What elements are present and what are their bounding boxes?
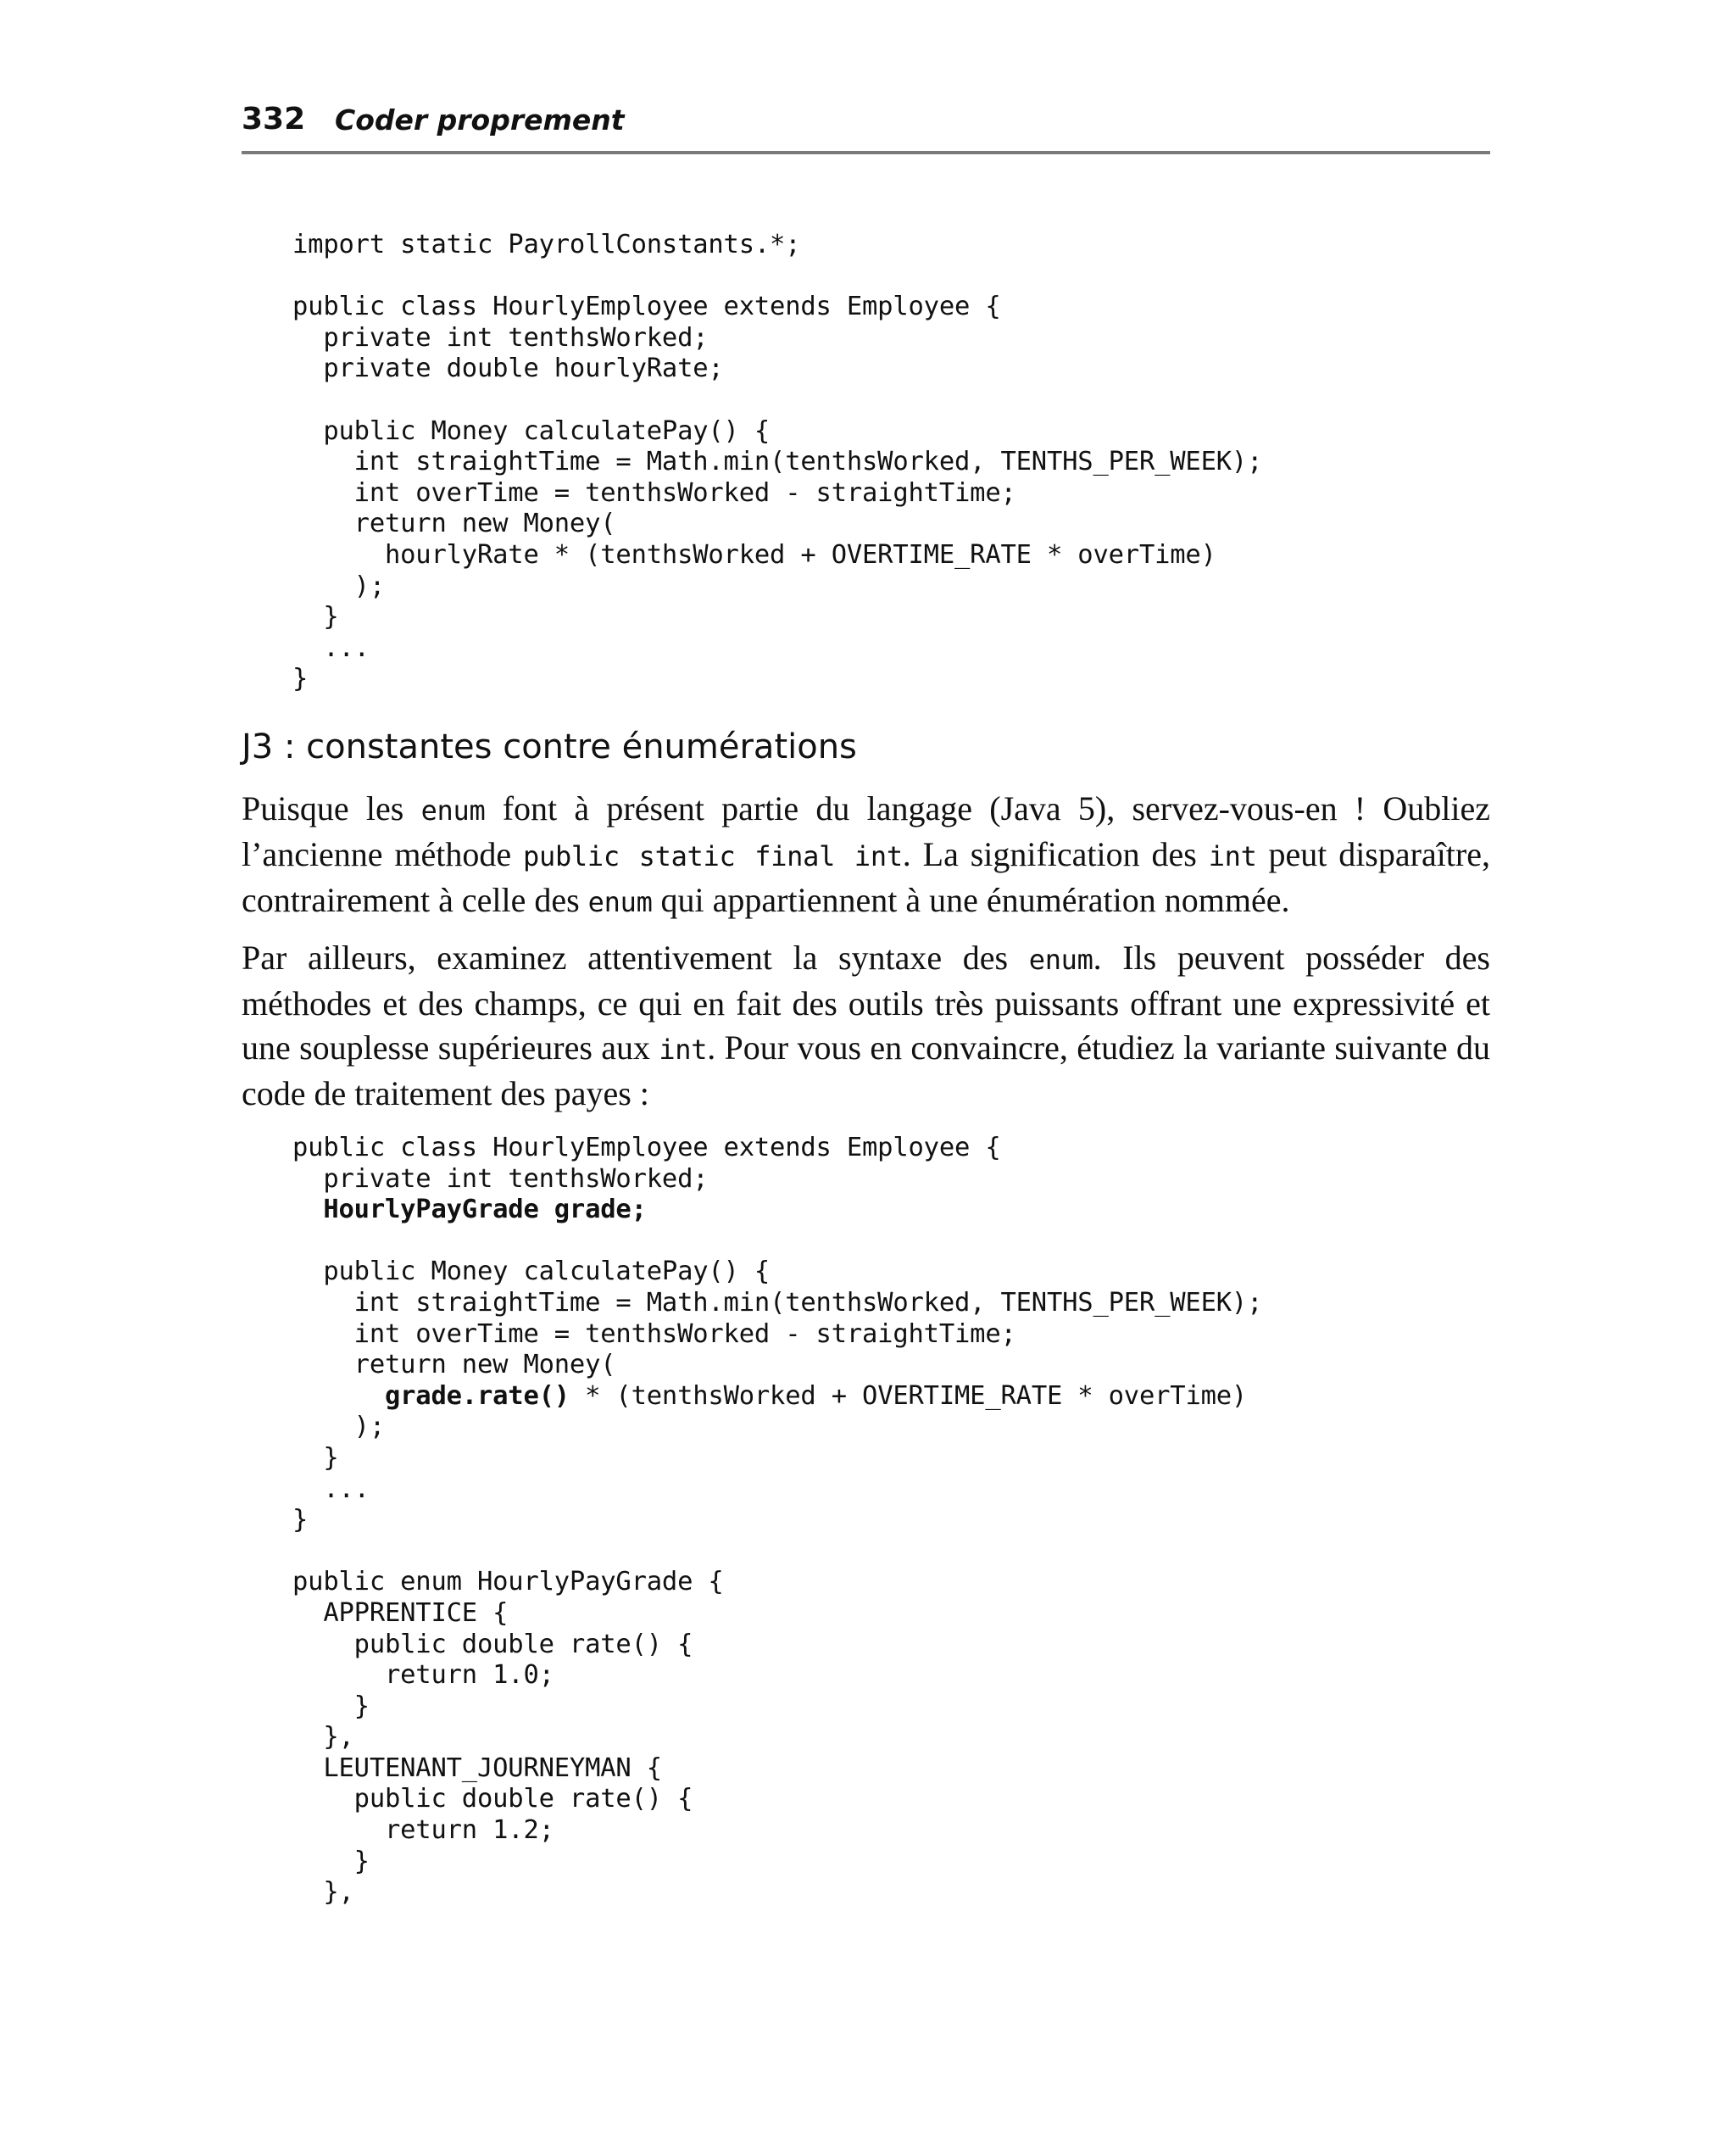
inline-code: enum xyxy=(1028,944,1093,976)
code-line: }, xyxy=(292,1877,354,1908)
code-line: int straightTime = Math.min(tenthsWorked, TENTHS_PER_WEEK); xyxy=(292,447,1263,477)
code-line: }, xyxy=(292,1722,354,1753)
code-line: } xyxy=(292,664,309,694)
code-line: LEUTENANT_JOURNEYMAN { xyxy=(292,1753,662,1783)
code-line: return 1.0; xyxy=(292,1660,554,1691)
inline-code: enum xyxy=(587,886,653,918)
code-line: int overTime = tenthsWorked - straightTime; xyxy=(292,1318,1016,1349)
code-line: return new Money( xyxy=(292,509,616,539)
code-line: int straightTime = Math.min(tenthsWorked, TENTHS_PER_WEEK); xyxy=(292,1287,1263,1318)
code-highlight: HourlyPayGrade grade; xyxy=(323,1195,647,1225)
code-line-blank xyxy=(292,1226,1262,1257)
code-block-constants xyxy=(292,230,1262,695)
paragraph-enum-syntax: Par ailleurs, examinez attentivement la syntaxe des enum. Ils peuvent posséder des méthodes et des champs, ce qui en fait des outils très puissants offrant une expressivité et une souplesse supérieures aux int. Pour vous en convaincre, étudiez la variante suivante du code de traitement des payes : xyxy=(242,939,1491,1112)
code-line: import static PayrollConstants.*; xyxy=(292,230,801,259)
section-heading: J3 : constantes contre énumérations xyxy=(242,727,857,766)
code-line: ... xyxy=(292,1474,370,1504)
page-number: 332 xyxy=(242,102,306,137)
code-line: } xyxy=(292,1691,370,1721)
code-line: return 1.2; xyxy=(292,1815,554,1846)
code-line: private double hourlyRate; xyxy=(292,354,724,384)
code-line xyxy=(292,385,1262,416)
code-line: public Money calculatePay() { xyxy=(292,415,771,446)
inline-code: int xyxy=(1208,840,1257,872)
inline-code: public static final int xyxy=(523,840,903,872)
code-line xyxy=(292,1195,1262,1226)
code-line: } xyxy=(292,1442,339,1473)
code-line: } xyxy=(292,1846,370,1876)
page-header xyxy=(242,100,1490,154)
code-line: private int tenthsWorked; xyxy=(292,1163,709,1194)
code-line: grade.rate() * (tenthsWorked + OVERTIME_RATE * overTime) xyxy=(384,1380,1248,1411)
paragraph-enum-intro: Puisque les enum font à présent partie du langage (Java 5), servez-vous-en ! Oubliez l’ancienne méthode public static final int. La signification des int peut disparaître, contrairement à celle des enum qui appartiennent à une énumération nommée. xyxy=(242,789,1490,919)
code-line: } xyxy=(292,602,339,633)
code-line: public Money calculatePay() { xyxy=(292,1257,771,1287)
code-line: return new Money( xyxy=(292,1350,616,1380)
code-line: public double rate() { xyxy=(292,1629,693,1659)
code-line: APPRENTICE { xyxy=(292,1597,509,1628)
code-line: hourlyRate * (tenthsWorked + OVERTIME_RATE * overTime) xyxy=(292,539,1216,570)
running-title: Coder proprement xyxy=(335,103,625,137)
code-line: int overTime = tenthsWorked - straightTime; xyxy=(292,477,1016,508)
code-line: ... xyxy=(292,633,370,663)
code-line: ); xyxy=(292,571,385,601)
code-highlight: grade.rate() xyxy=(384,1380,570,1411)
code-line xyxy=(292,261,1262,293)
inline-code: int xyxy=(659,1034,708,1066)
code-line-blank xyxy=(292,1536,1262,1568)
code-line: public class HourlyEmployee extends Employee { xyxy=(292,1133,1001,1162)
code-line: ); xyxy=(292,1412,385,1442)
code-line: public enum HourlyPayGrade { xyxy=(292,1567,724,1597)
inline-code: enum xyxy=(420,794,486,827)
code-block-enum xyxy=(292,1133,1262,1909)
code-line: public class HourlyEmployee extends Employee { xyxy=(292,292,1001,322)
code-line: } xyxy=(292,1505,309,1535)
code-line: private int tenthsWorked; xyxy=(292,322,709,353)
code-line: public double rate() { xyxy=(292,1784,693,1814)
